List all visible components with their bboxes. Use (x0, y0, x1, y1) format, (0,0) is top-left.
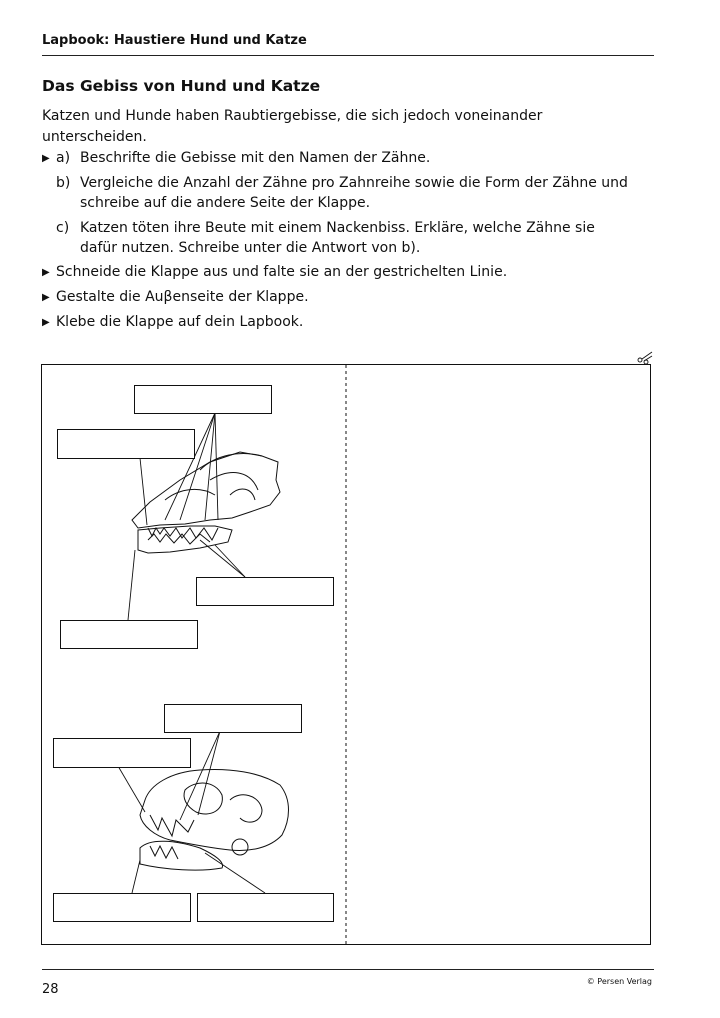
dog-label-box-left[interactable] (57, 429, 195, 459)
header-title: Lapbook: Haustiere Hund und Katze (42, 33, 307, 48)
task-b-letter: b) (56, 175, 71, 191)
page-number: 28 (42, 982, 59, 997)
task-a-letter: a) (56, 150, 71, 166)
intro-text: Katzen und Hunde haben Raubtiergebisse, die sich jedoch voneinander unterscheiden. (42, 108, 543, 145)
task-c-letter: c) (56, 220, 70, 236)
cat-label-box-bottom-right[interactable] (197, 893, 334, 922)
task-b-line2: schreibe auf die andere Seite der Klappe. (80, 195, 371, 211)
task-b-line1: Vergleiche die Anzahl der Zähne pro Zahnreihe sowie die Form der Zähne und (80, 175, 628, 191)
section-title: Das Gebiss von Hund und Katze (42, 77, 321, 95)
dog-skull-drawing (132, 452, 280, 553)
task-c-line1: Katzen töten ihre Beute mit einem Nackenbiss. Erkläre, welche Zähne sie (80, 220, 595, 236)
cat-label-box-bottom-left[interactable] (53, 893, 191, 922)
step-glue-text: Klebe die Klappe auf dein Lapbook. (56, 314, 304, 330)
triangle-right-icon: ▶ (42, 317, 50, 328)
step-design-text: Gestalte die Auβenseite der Klappe. (56, 289, 309, 305)
triangle-right-icon: ▶ (42, 267, 50, 278)
footer-divider (42, 969, 654, 970)
dog-label-box-bottom[interactable] (60, 620, 198, 649)
task-c-line2: dafür nutzen. Schreibe unter die Antwort von b). (80, 240, 421, 256)
cat-label-box-top[interactable] (164, 704, 302, 733)
cat-skull-drawing (140, 770, 289, 871)
dog-label-box-top[interactable] (134, 385, 272, 414)
cat-label-box-left[interactable] (53, 738, 191, 768)
triangle-right-icon: ▶ (42, 153, 50, 164)
scissors-icon (638, 352, 652, 364)
step-cut-text: Schneide die Klappe aus und falte sie an der gestrichelten Linie. (56, 264, 508, 280)
triangle-right-icon: ▶ (42, 292, 50, 303)
publisher-credit: © Persen Verlag (586, 977, 652, 986)
task-a-text: Beschrifte die Gebisse mit den Namen der Zähne. (80, 150, 431, 166)
dog-label-box-right[interactable] (196, 577, 334, 606)
